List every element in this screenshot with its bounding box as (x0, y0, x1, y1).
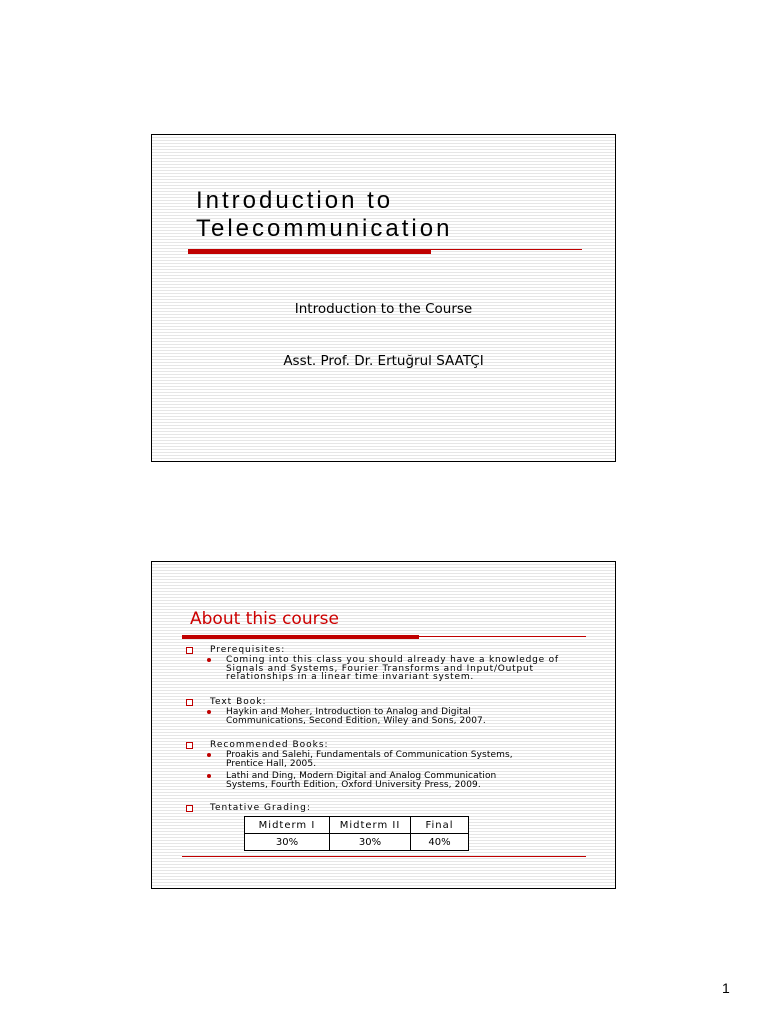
title-underline-thick (188, 250, 431, 254)
title-line-1: Introduction to (196, 187, 394, 214)
table-header-row (245, 817, 469, 834)
table-cell: 40% (411, 834, 469, 851)
grading-table (244, 816, 469, 851)
slide-about-course (151, 561, 616, 889)
list-item-line: Coming into this class you should already have a knowledge of (226, 655, 559, 665)
table-cell: 30% (245, 834, 330, 851)
section-prerequisites (186, 645, 606, 682)
square-bullet-icon (186, 647, 193, 654)
slide-title-heading (196, 187, 452, 243)
footer-rule (182, 856, 586, 857)
section-heading-row (186, 803, 606, 814)
list-item-line: relationships in a linear time invariant system. (226, 672, 475, 682)
table-header-cell: Midterm II (330, 817, 411, 834)
title-line-2: Telecommunication (196, 215, 453, 242)
square-bullet-icon (186, 805, 193, 812)
list-item (226, 772, 606, 789)
slide-author: Asst. Prof. Dr. Ertuğrul SAATÇI (283, 353, 484, 369)
table-header-cell: Final (411, 817, 469, 834)
slide-heading: About this course (190, 609, 339, 629)
list-item-line: Systems, Fourth Edition, Oxford University Press, 2009. (226, 779, 481, 790)
table-cell: 30% (330, 834, 411, 851)
list-item (226, 656, 606, 682)
list-item-line: Haykin and Moher, Introduction to Analog and Digital (226, 707, 472, 717)
list-item-line: Prentice Hall, 2005. (226, 758, 317, 769)
section-heading: Prerequisites: (210, 645, 286, 655)
section-tentative-grading (186, 803, 606, 814)
table-header-cell: Midterm I (245, 817, 330, 834)
slide-subtitle: Introduction to the Course (294, 301, 473, 317)
square-bullet-icon (186, 699, 193, 706)
list-item-line: Signals and Systems, Fourier Transforms and Input/Output (226, 663, 534, 674)
section-heading: Text Book: (210, 697, 267, 707)
table-row (245, 834, 469, 851)
list-item (226, 751, 606, 768)
list-item (226, 708, 606, 725)
heading-underline-thick (182, 635, 419, 639)
square-bullet-icon (186, 742, 193, 749)
slide-title (151, 134, 616, 462)
section-heading: Recommended Books: (210, 740, 329, 750)
list-item-line: Lathi and Ding, Modern Digital and Analog Communication (226, 771, 497, 781)
list-item-line: Proakis and Salehi, Fundamentals of Communication Systems, (226, 750, 513, 760)
section-heading: Tentative Grading: (210, 803, 311, 813)
page-number: 1 (722, 980, 730, 996)
list-item-line: Communications, Second Edition, Wiley and Sons, 2007. (226, 715, 486, 726)
section-recommended-books (186, 740, 606, 789)
section-text-book (186, 697, 606, 725)
